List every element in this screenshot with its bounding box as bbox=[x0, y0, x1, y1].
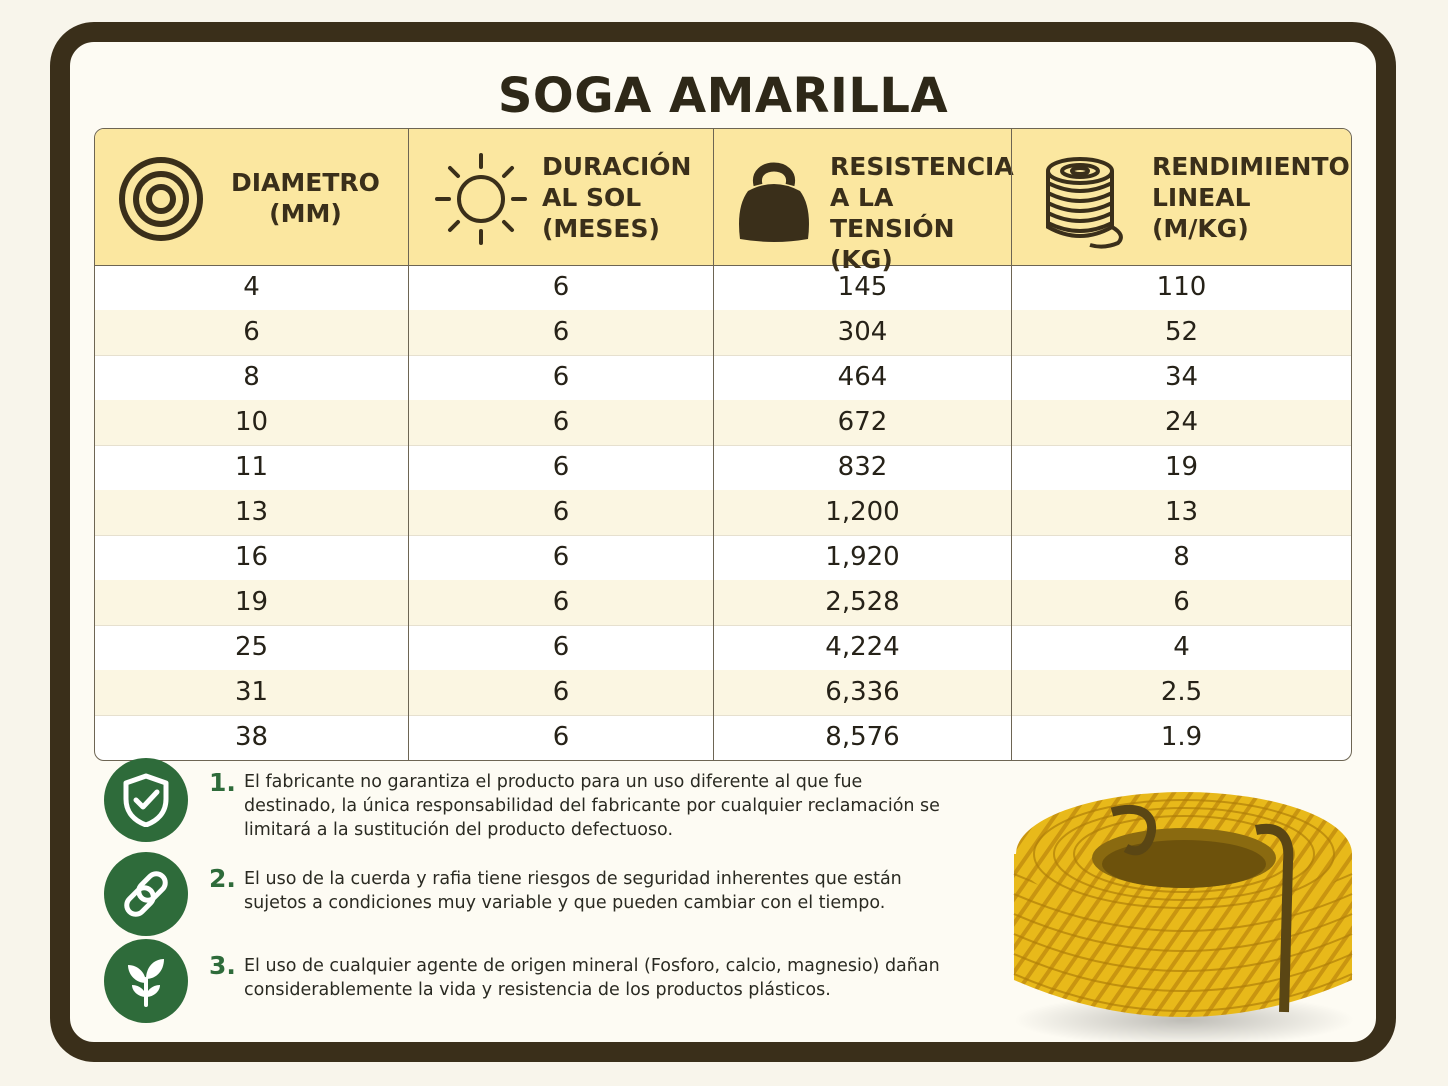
cell-diameter: 6 bbox=[243, 317, 260, 347]
column-header-sun-duration bbox=[408, 129, 713, 265]
cell-diameter: 25 bbox=[234, 632, 269, 662]
rope-coil-icon bbox=[1044, 153, 1130, 249]
note-3-number: 3. bbox=[209, 951, 236, 980]
table-row bbox=[95, 625, 1351, 671]
cell-diameter: 10 bbox=[234, 407, 269, 437]
cell-tensile-strength: 145 bbox=[713, 265, 1011, 310]
column-label-sun-duration: DURACIÓN AL SOL (MESES) bbox=[542, 152, 692, 243]
cell-sun-duration: 6 bbox=[408, 490, 713, 535]
cell-diameter: 8 bbox=[243, 362, 260, 392]
cell-tensile-strength: 832 bbox=[713, 445, 1011, 490]
cell-linear-yield: 8 bbox=[1011, 535, 1351, 580]
note-3-text: El uso de cualquier agente de origen mineral (Fosforo, calcio, magnesio) dañan considerablemente la vida y resistencia de los productos plásticos. bbox=[244, 956, 940, 1000]
yellow-rope-coil-image bbox=[1008, 782, 1358, 1052]
leaf-sprout-icon bbox=[118, 953, 174, 1009]
table-row bbox=[95, 580, 1351, 626]
table-row bbox=[95, 715, 1351, 760]
note-2-number: 2. bbox=[209, 864, 236, 893]
table-row bbox=[95, 670, 1351, 716]
spec-table bbox=[94, 128, 1352, 761]
cell-tensile-strength: 672 bbox=[713, 400, 1011, 445]
note-1-text: El fabricante no garantiza el producto para un uso diferente al que fue destinado, la única responsabilidad del fabricante por cualquier reclamación se limitará a la sustitución del producto defectuoso. bbox=[244, 772, 940, 840]
kettlebell-weight-icon bbox=[734, 151, 814, 245]
table-row bbox=[95, 310, 1351, 356]
table-row bbox=[95, 355, 1351, 401]
cell-sun-duration: 6 bbox=[408, 715, 713, 760]
cell-tensile-strength: 6,336 bbox=[713, 670, 1011, 715]
chain-link-icon bbox=[118, 866, 174, 922]
spec-card bbox=[50, 22, 1396, 1062]
cell-sun-duration: 6 bbox=[408, 355, 713, 400]
cell-linear-yield: 6 bbox=[1011, 580, 1351, 625]
page-title: SOGA AMARILLA bbox=[497, 68, 949, 124]
cell-diameter: 16 bbox=[234, 542, 269, 572]
cell-linear-yield: 4 bbox=[1011, 625, 1351, 670]
cell-sun-duration: 6 bbox=[408, 400, 713, 445]
cell-linear-yield: 52 bbox=[1011, 310, 1351, 355]
cell-diameter: 31 bbox=[234, 677, 269, 707]
cell-sun-duration: 6 bbox=[408, 670, 713, 715]
cell-tensile-strength: 304 bbox=[713, 310, 1011, 355]
cell-diameter: 19 bbox=[234, 587, 269, 617]
note-3-badge bbox=[104, 939, 188, 1023]
cell-tensile-strength: 4,224 bbox=[713, 625, 1011, 670]
column-label-diameter: DIAMETRO (MM) bbox=[231, 168, 380, 228]
column-header-linear-yield bbox=[1011, 129, 1351, 265]
table-row bbox=[95, 445, 1351, 491]
table-header bbox=[95, 129, 1351, 274]
cell-diameter: 4 bbox=[243, 272, 260, 302]
cell-linear-yield: 34 bbox=[1011, 355, 1351, 400]
cell-sun-duration: 6 bbox=[408, 310, 713, 355]
shield-check-icon bbox=[121, 773, 171, 827]
note-1-number: 1. bbox=[209, 768, 236, 797]
cell-tensile-strength: 1,200 bbox=[713, 490, 1011, 535]
cell-linear-yield: 110 bbox=[1011, 265, 1351, 310]
cell-tensile-strength: 8,576 bbox=[713, 715, 1011, 760]
note-1-badge bbox=[104, 758, 188, 842]
cell-tensile-strength: 464 bbox=[713, 355, 1011, 400]
column-header-tensile-strength bbox=[713, 129, 1014, 274]
cell-linear-yield: 24 bbox=[1011, 400, 1351, 445]
cell-linear-yield: 19 bbox=[1011, 445, 1351, 490]
sun-icon bbox=[433, 151, 529, 247]
cell-sun-duration: 6 bbox=[408, 580, 713, 625]
note-2-text: El uso de la cuerda y rafia tiene riesgos de seguridad inherentes que están sujetos a condiciones muy variable y que pueden cambiar con el tiempo. bbox=[244, 869, 902, 913]
column-label-linear-yield: RENDIMIENTO LINEAL (M/KG) bbox=[1152, 152, 1350, 243]
column-header-diameter bbox=[95, 129, 408, 265]
table-row bbox=[95, 535, 1351, 581]
cell-sun-duration: 6 bbox=[408, 265, 713, 310]
cell-diameter: 13 bbox=[234, 497, 269, 527]
note-2-badge bbox=[104, 852, 188, 936]
table-row bbox=[95, 265, 1351, 311]
table-row bbox=[95, 490, 1351, 536]
cell-linear-yield: 13 bbox=[1011, 490, 1351, 535]
diameter-circles-icon bbox=[117, 155, 205, 243]
cell-sun-duration: 6 bbox=[408, 535, 713, 580]
cell-diameter: 11 bbox=[234, 452, 269, 482]
cell-sun-duration: 6 bbox=[408, 625, 713, 670]
cell-linear-yield: 1.9 bbox=[1011, 715, 1351, 760]
column-label-tensile-strength: RESISTENCIA A LA TENSIÓN (KG) bbox=[830, 152, 1014, 274]
cell-tensile-strength: 1,920 bbox=[713, 535, 1011, 580]
cell-linear-yield: 2.5 bbox=[1011, 670, 1351, 715]
cell-sun-duration: 6 bbox=[408, 445, 713, 490]
table-row bbox=[95, 400, 1351, 446]
cell-diameter: 38 bbox=[234, 722, 269, 752]
cell-tensile-strength: 2,528 bbox=[713, 580, 1011, 625]
